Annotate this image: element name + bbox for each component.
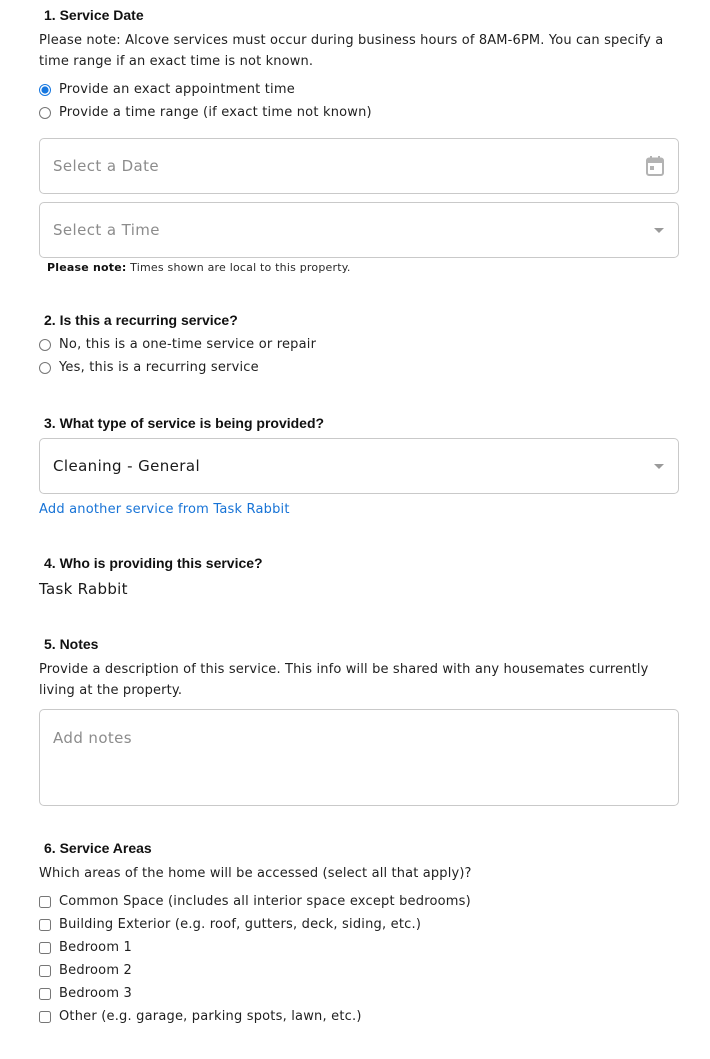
area-bedroom-1[interactable] (39, 939, 132, 957)
time-range-label: Provide a time range (if exact time not known) (59, 105, 372, 120)
one-time-option[interactable] (39, 336, 316, 354)
timezone-footnote (47, 261, 351, 275)
add-service-link[interactable]: Add another service from Task Rabbit (39, 502, 290, 517)
chevron-down-icon (654, 228, 664, 233)
time-select[interactable] (39, 202, 679, 258)
area-label: Building Exterior (e.g. roof, gutters, deck, siding, etc.) (59, 917, 422, 932)
one-time-label: No, this is a one-time service or repair (59, 337, 317, 352)
notes-placeholder: Add notes (53, 729, 133, 747)
area-common-space[interactable] (39, 893, 471, 911)
area-label: Common Space (includes all interior space except bedrooms) (59, 894, 471, 909)
area-bedroom-2[interactable] (39, 962, 132, 980)
recurring-option[interactable] (39, 359, 259, 377)
service-date-note: Please note: Alcove services must occur during business hours of 8AM-6PM. You can specify a time range if an exact time is not known. (39, 33, 664, 69)
area-bedroom-1-checkbox[interactable] (39, 942, 51, 954)
calendar-icon[interactable] (646, 156, 664, 176)
provider-title: 4. Who is providing this service? (44, 555, 263, 571)
area-bedroom-2-checkbox[interactable] (39, 965, 51, 977)
area-label: Bedroom 2 (59, 963, 133, 978)
area-bedroom-3[interactable] (39, 985, 132, 1003)
chevron-down-icon (654, 464, 664, 469)
provider-name: Task Rabbit (39, 580, 128, 598)
recurring-radio[interactable] (39, 362, 51, 374)
time-placeholder: Select a Time (53, 221, 160, 239)
service-type-value: Cleaning - General (53, 457, 201, 475)
service-date-title: 1. Service Date (44, 7, 144, 23)
recurring-label: Yes, this is a recurring service (59, 360, 259, 375)
date-picker[interactable] (39, 138, 679, 194)
footnote-text: Times shown are local to this property. (126, 261, 351, 274)
exact-time-option[interactable] (39, 81, 295, 99)
area-label: Other (e.g. garage, parking spots, lawn, etc.) (59, 1009, 362, 1024)
notes-title: 5. Notes (44, 636, 99, 652)
service-type-select[interactable] (39, 438, 679, 494)
exact-time-label: Provide an exact appointment time (59, 82, 295, 97)
time-range-radio[interactable] (39, 107, 51, 119)
area-common-space-checkbox[interactable] (39, 896, 51, 908)
area-building-exterior-checkbox[interactable] (39, 919, 51, 931)
area-other[interactable] (39, 1008, 362, 1026)
service-areas-prompt: Which areas of the home will be accessed (select all that apply)? (39, 866, 472, 881)
exact-time-radio[interactable] (39, 84, 51, 96)
notes-textarea[interactable] (39, 709, 679, 806)
footnote-bold: Please note: (47, 261, 127, 274)
area-other-checkbox[interactable] (39, 1011, 51, 1023)
area-label: Bedroom 3 (59, 986, 133, 1001)
area-building-exterior[interactable] (39, 916, 421, 934)
service-type-title: 3. What type of service is being provided? (44, 415, 325, 431)
area-bedroom-3-checkbox[interactable] (39, 988, 51, 1000)
recurring-title: 2. Is this a recurring service? (44, 312, 238, 328)
notes-description: Provide a description of this service. This info will be shared with any housemates currently living at the property. (39, 662, 649, 698)
service-areas-title: 6. Service Areas (44, 840, 152, 856)
time-range-option[interactable] (39, 104, 372, 122)
date-placeholder: Select a Date (53, 157, 160, 175)
area-label: Bedroom 1 (59, 940, 133, 955)
one-time-radio[interactable] (39, 339, 51, 351)
